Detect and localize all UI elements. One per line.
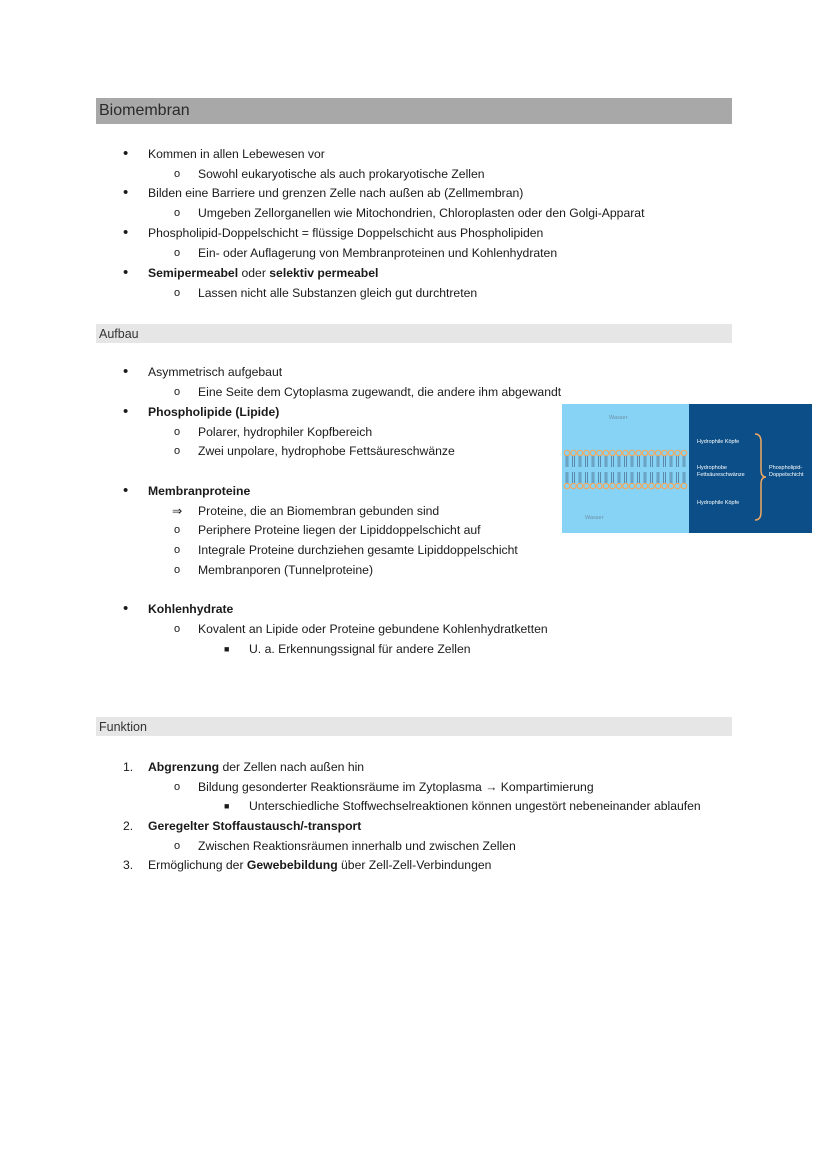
- gewebebildung-term: Gewebebildung: [246, 858, 338, 872]
- connector-text: oder: [238, 266, 270, 280]
- phospholipid-head-top: [577, 450, 582, 455]
- bullet-marker: •: [123, 600, 129, 617]
- phospholipid-head-top: [571, 450, 576, 455]
- phospholipid-bilayer: [562, 404, 689, 533]
- phospholipid-head-bottom: [668, 483, 673, 488]
- phospholipid-head-top: [590, 450, 595, 455]
- phospholipid-head-bottom: [655, 483, 660, 488]
- phospholipid-head-bottom: [675, 483, 680, 488]
- funktion-subitem-2: Zwischen Reaktionsräumen innerhalb und zwischen Zellen: [198, 839, 516, 853]
- bullet-marker: •: [123, 224, 129, 241]
- funktion-item-2: Geregelter Stoffaustausch/-transport: [148, 819, 362, 833]
- legend-panel: [689, 404, 812, 533]
- circle-marker: o: [174, 287, 181, 299]
- water-panel: [562, 404, 689, 533]
- phospholipid-head-bottom: [564, 483, 569, 488]
- phospholipid-head-bottom: [629, 483, 634, 488]
- aufbau-subitem-2b: Zwei unpolare, hydrophobe Fettsäureschwänze: [198, 444, 455, 458]
- phospholipid-head-bottom: [623, 483, 628, 488]
- phospholipid-head-top: [642, 450, 647, 455]
- square-marker: ■: [224, 644, 230, 654]
- phospholipid-head-top: [597, 450, 602, 455]
- bilayer-label-line1: Phospholipid-: [769, 465, 803, 471]
- membrane-diagram: [562, 404, 812, 533]
- phospholipid-head-bottom: [649, 483, 654, 488]
- funktion-item-3-pre: Ermöglichung der: [148, 858, 247, 872]
- aufbau-subitem-3a: Proteine, die an Biomembran gebunden sind: [198, 504, 440, 518]
- heads-bottom-label: Hydrophile Köpfe: [697, 500, 740, 506]
- aufbau-subitem-3b: Periphere Proteine liegen der Lipiddoppelschicht auf: [198, 523, 481, 537]
- aufbau-item-4: Kohlenhydrate: [148, 602, 234, 616]
- funktion-heading-text: Funktion: [99, 719, 147, 734]
- funktion-item-1: [148, 759, 364, 775]
- list-number: 1.: [123, 760, 134, 774]
- circle-marker: o: [174, 445, 181, 457]
- title-text: Biomembran: [99, 102, 190, 119]
- circle-marker: o: [174, 564, 181, 576]
- funktion-item-1-rest: der Zellen nach außen hin: [219, 760, 365, 774]
- circle-marker: o: [174, 207, 181, 219]
- phospholipid-head-bottom: [681, 483, 686, 488]
- phospholipid-head-bottom: [584, 483, 589, 488]
- phospholipid-head-bottom: [662, 483, 667, 488]
- water-bottom-label: Wasser: [585, 515, 604, 521]
- bullet-marker: •: [123, 403, 129, 420]
- circle-marker: o: [174, 840, 181, 852]
- phospholipid-head-top: [636, 450, 641, 455]
- aufbau-item-3: Membranproteine: [148, 484, 251, 498]
- phospholipid-head-bottom: [603, 483, 608, 488]
- phospholipid-head-bottom: [571, 483, 576, 488]
- circle-marker: o: [174, 781, 181, 793]
- funktion-item-3: [148, 857, 491, 873]
- phospholipid-head-bottom: [610, 483, 615, 488]
- phospholipid-head-top: [623, 450, 628, 455]
- aufbau-subsubitem-4: U. a. Erkennungssignal für andere Zellen: [249, 642, 471, 656]
- phospholipid-head-bottom: [597, 483, 602, 488]
- circle-marker: o: [174, 168, 181, 180]
- bullet-marker: •: [123, 184, 129, 201]
- square-marker: ■: [224, 801, 230, 811]
- intro-subitem-3: Ein- oder Auflagerung von Membranproteinen und Kohlenhydraten: [198, 246, 558, 260]
- arrow-marker: ⇒: [172, 504, 183, 518]
- intro-subitem-4: Lassen nicht alle Substanzen gleich gut durchtreten: [198, 286, 478, 300]
- aufbau-subitem-2a: Polarer, hydrophiler Kopfbereich: [198, 425, 373, 439]
- funktion-subsubitem-1: Unterschiedliche Stoffwechselreaktionen können ungestört nebeneinander ablaufen: [249, 799, 701, 813]
- aufbau-item-1: Asymmetrisch aufgebaut: [148, 365, 283, 379]
- aufbau-subitem-1: Eine Seite dem Cytoplasma zugewandt, die andere ihm abgewandt: [198, 385, 562, 399]
- phospholipid-head-top: [629, 450, 634, 455]
- semipermeabel-term: Semipermeabel: [148, 266, 239, 280]
- bullet-marker: •: [123, 264, 129, 281]
- circle-marker: o: [174, 247, 181, 259]
- phospholipid-head-top: [668, 450, 673, 455]
- phospholipid-head-top: [610, 450, 615, 455]
- phospholipid-head-top: [675, 450, 680, 455]
- phospholipid-head-bottom: [590, 483, 595, 488]
- selektiv-permeabel-term: selektiv permeabel: [269, 266, 379, 280]
- phospholipid-head-top: [616, 450, 621, 455]
- phospholipid-head-top: [649, 450, 654, 455]
- section-heading-aufbau: [96, 324, 732, 343]
- phospholipid-head-bottom: [616, 483, 621, 488]
- intro-subitem-2: Umgeben Zellorganellen wie Mitochondrien, Chloroplasten oder den Golgi-Apparat: [198, 206, 645, 220]
- page-title: [96, 98, 732, 124]
- intro-item-2: Bilden eine Barriere und grenzen Zelle nach außen ab (Zellmembran): [148, 186, 524, 200]
- bullet-marker: •: [123, 145, 129, 162]
- intro-item-1: Kommen in allen Lebewesen vor: [148, 147, 325, 161]
- aufbau-item-2: Phospholipide (Lipide): [148, 405, 280, 419]
- bilayer-label-line2: Doppelschicht: [769, 472, 804, 478]
- tails-label-line1: Hydrophobe: [697, 465, 727, 471]
- phospholipid-head-top: [655, 450, 660, 455]
- heads-top-label: Hydrophile Köpfe: [697, 439, 740, 445]
- abgrenzung-term: Abgrenzung: [148, 760, 220, 774]
- funktion-item-3-post: über Zell-Zell-Verbindungen: [337, 858, 492, 872]
- water-top-label: Wasser: [609, 415, 628, 421]
- aufbau-subitem-3c: Integrale Proteine durchziehen gesamte Lipiddoppelschicht: [198, 543, 518, 557]
- phospholipid-head-top: [603, 450, 608, 455]
- phospholipid-head-bottom: [642, 483, 647, 488]
- phospholipid-head-top: [662, 450, 667, 455]
- bullet-marker: •: [123, 482, 129, 499]
- intro-item-3: Phospholipid-Doppelschicht = flüssige Doppelschicht aus Phospholipiden: [148, 226, 544, 240]
- list-number: 3.: [123, 858, 134, 872]
- circle-marker: o: [174, 426, 181, 438]
- list-number: 2.: [123, 819, 134, 833]
- section-heading-funktion: [96, 717, 732, 736]
- aufbau-subitem-3d: Membranporen (Tunnelproteine): [198, 563, 374, 577]
- phospholipid-head-bottom: [636, 483, 641, 488]
- tails-label-line2: Fettsäureschwänze: [697, 472, 745, 478]
- bullet-marker: •: [123, 363, 129, 380]
- intro-subitem-1: Sowohl eukaryotische als auch prokaryotische Zellen: [198, 167, 485, 181]
- phospholipid-head-bottom: [577, 483, 582, 488]
- circle-marker: o: [174, 524, 181, 536]
- phospholipid-head-top: [681, 450, 686, 455]
- circle-marker: o: [174, 544, 181, 556]
- circle-marker: o: [174, 623, 181, 635]
- circle-marker: o: [174, 386, 181, 398]
- intro-item-4: [148, 265, 378, 281]
- aufbau-subitem-4: Kovalent an Lipide oder Proteine gebundene Kohlenhydratketten: [198, 622, 548, 636]
- aufbau-heading-text: Aufbau: [99, 326, 139, 341]
- phospholipid-head-top: [564, 450, 569, 455]
- phospholipid-head-top: [584, 450, 589, 455]
- funktion-subitem-1: Bildung gesonderter Reaktionsräume im Zytoplasma → Kompartimierung: [198, 780, 594, 794]
